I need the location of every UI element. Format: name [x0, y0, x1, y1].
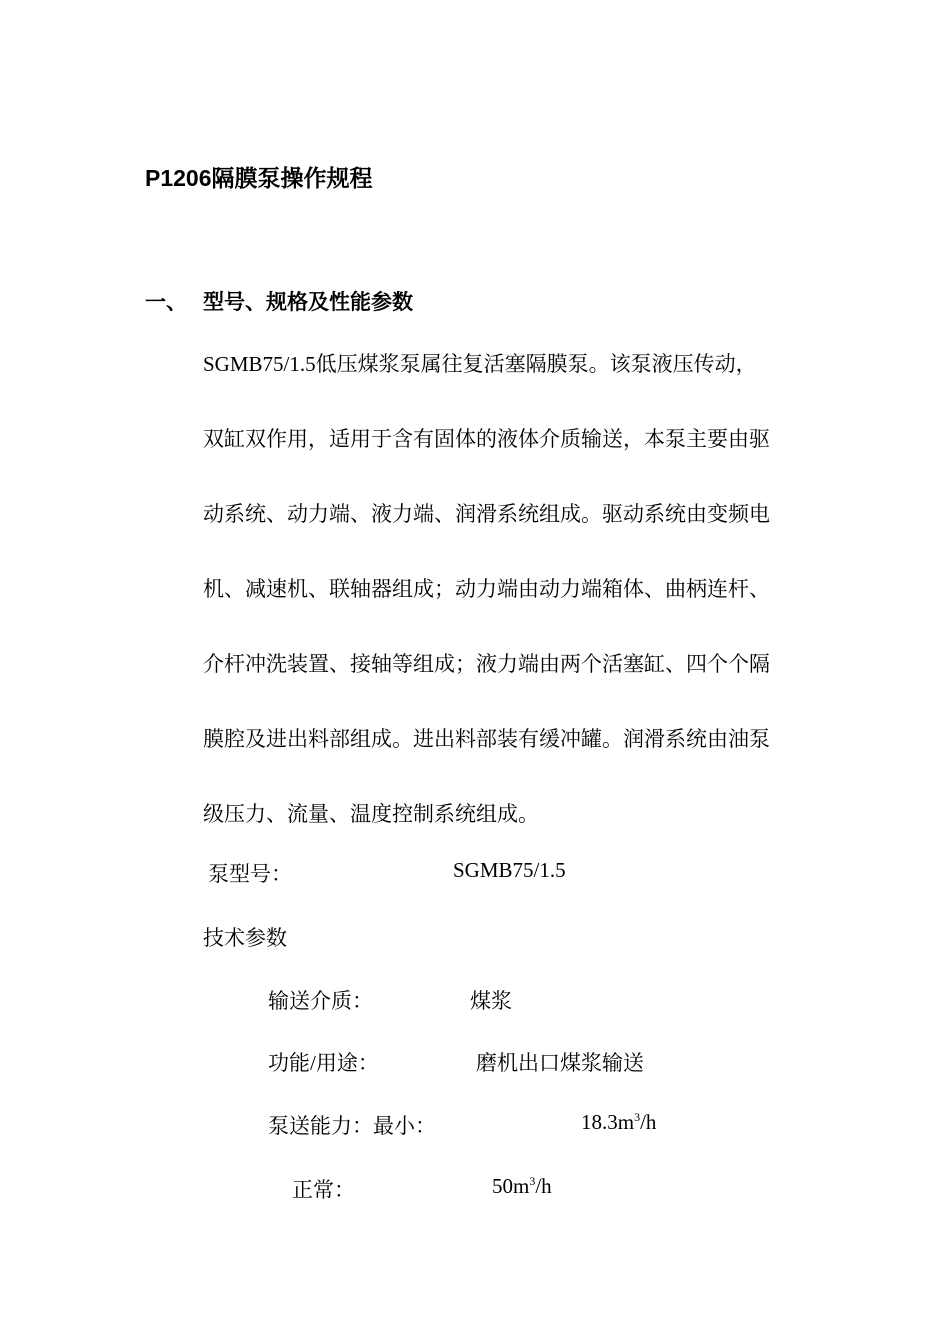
paragraph-line: 双缸双作用，适用于含有固体的液体介质输送，本泵主要由驱: [203, 427, 770, 451]
capacity-min-unit: /h: [640, 1110, 657, 1134]
pump-model-value: SGMB75/1.5: [453, 858, 566, 882]
medium-label: 输送介质：: [268, 989, 373, 1013]
section-number: 一、: [145, 290, 187, 314]
function-value: 磨机出口煤浆输送: [476, 1051, 644, 1075]
normal-label: 正常：: [292, 1178, 355, 1202]
tech-params-heading: 技术参数: [203, 926, 287, 950]
normal-number: 50m: [492, 1174, 530, 1198]
function-label: 功能/用途：: [268, 1051, 379, 1075]
paragraph-line: 介杆冲洗装置、接轴等组成；液力端由两个活塞缸、四个个隔: [203, 652, 770, 676]
medium-value: 煤浆: [470, 989, 512, 1013]
paragraph-line: 机、减速机、联轴器组成；动力端由动力端箱体、曲柄连杆、: [203, 577, 770, 601]
document-title: P1206隔膜泵操作规程: [145, 165, 373, 191]
normal-unit: /h: [535, 1174, 552, 1198]
paragraph-line: 级压力、流量、温度控制系统组成。: [203, 802, 539, 826]
pump-model-label: 泵型号：: [208, 862, 292, 886]
capacity-min-number: 18.3m: [581, 1110, 635, 1134]
normal-value: [492, 1174, 552, 1199]
capacity-min-value: [581, 1110, 656, 1135]
capacity-label: 泵送能力：最小：: [268, 1114, 436, 1138]
capacity-min-exponent: 3: [634, 1110, 641, 1124]
paragraph-line: 膜腔及进出料部组成。进出料部装有缓冲罐。润滑系统由油泵: [203, 727, 770, 751]
section-heading: 型号、规格及性能参数: [203, 290, 413, 314]
paragraph-line: SGMB75/1.5低压煤浆泵属往复活塞隔膜泵。该泵液压传动，: [203, 352, 757, 376]
paragraph-line: 动系统、动力端、液力端、润滑系统组成。驱动系统由变频电: [203, 502, 770, 526]
normal-exponent: 3: [529, 1174, 536, 1188]
